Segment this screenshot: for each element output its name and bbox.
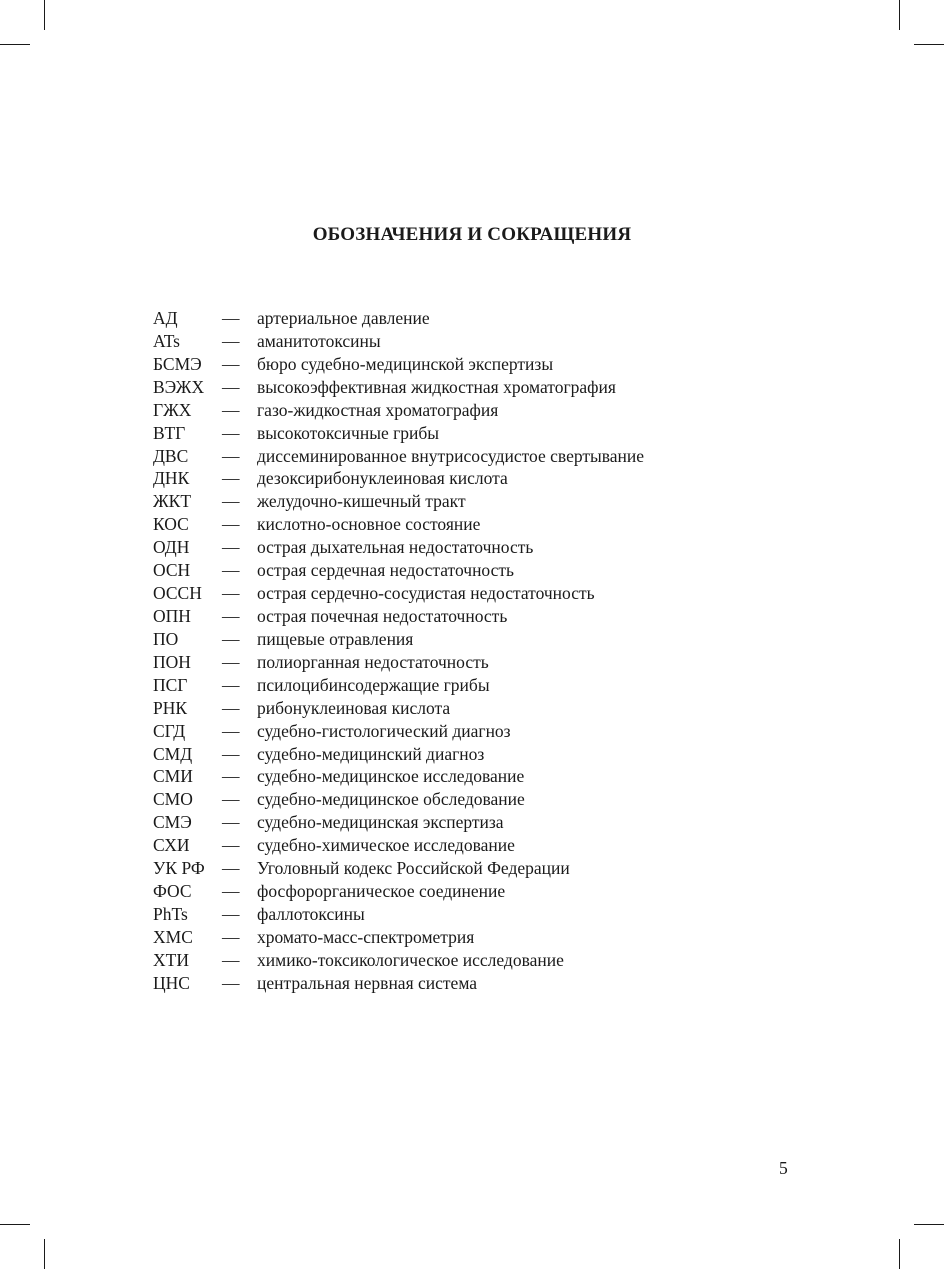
abbreviation-dash: —: [222, 445, 240, 466]
abbreviation-row: [153, 605, 644, 628]
crop-mark-top-left-vertical: [44, 0, 45, 30]
abbreviation-dash: —: [222, 491, 240, 512]
abbreviation-definition: острая сердечная недостаточность: [257, 560, 515, 581]
abbreviation-dash: —: [222, 743, 240, 764]
abbreviation-term: ОПН: [153, 605, 191, 626]
abbreviation-definition: бюро судебно-медицинской экспертизы: [257, 353, 554, 374]
abbreviation-term: ЦНС: [153, 972, 190, 993]
abbreviation-row: [153, 307, 644, 330]
abbreviation-row: [153, 765, 644, 788]
abbreviation-list: [153, 307, 644, 995]
abbreviation-term: БСМЭ: [153, 353, 202, 374]
abbreviation-term: СМО: [153, 789, 193, 810]
abbreviation-row: [153, 467, 644, 490]
abbreviation-definition: судебно-медицинская экспертиза: [257, 812, 504, 833]
abbreviation-term: ЖКТ: [153, 491, 192, 512]
abbreviation-row: [153, 582, 644, 605]
abbreviation-dash: —: [222, 926, 240, 947]
abbreviation-dash: —: [222, 835, 240, 856]
page-number: 5: [779, 1158, 788, 1178]
page-title: ОБОЗНАЧЕНИЯ И СОКРАЩЕНИЯ: [312, 224, 632, 245]
abbreviation-row: [153, 788, 644, 811]
abbreviation-row: [153, 834, 644, 857]
abbreviation-dash: —: [222, 949, 240, 970]
abbreviation-definition: острая сердечно-сосудистая недостаточность: [257, 583, 595, 604]
abbreviation-definition: фаллотоксины: [257, 903, 365, 924]
abbreviation-definition: полиорганная недостаточность: [257, 651, 489, 672]
abbreviation-row: [153, 903, 644, 926]
abbreviation-dash: —: [222, 812, 240, 833]
abbreviation-term: ДНК: [153, 468, 190, 489]
abbreviation-term: ATs: [153, 330, 180, 351]
crop-mark-top-left-horizontal: [0, 44, 30, 45]
abbreviation-row: [153, 399, 644, 422]
abbreviation-definition: центральная нервная система: [257, 972, 478, 993]
abbreviation-definition: аманитотоксины: [257, 330, 381, 351]
abbreviation-term: СМИ: [153, 766, 193, 787]
abbreviation-row: [153, 330, 644, 353]
abbreviation-dash: —: [222, 766, 240, 787]
crop-mark-bottom-right-vertical: [899, 1239, 900, 1269]
abbreviation-definition: Уголовный кодекс Российской Федерации: [257, 858, 570, 879]
abbreviation-dash: —: [222, 399, 240, 420]
abbreviation-term: ПОН: [153, 651, 191, 672]
abbreviation-term: РНК: [153, 697, 188, 718]
abbreviation-row: [153, 949, 644, 972]
abbreviation-row: [153, 926, 644, 949]
abbreviation-definition: пищевые отравления: [257, 628, 414, 649]
abbreviation-term: ОССН: [153, 583, 202, 604]
abbreviation-dash: —: [222, 972, 240, 993]
abbreviation-row: [153, 972, 644, 995]
abbreviation-definition: острая дыхательная недостаточность: [257, 537, 534, 558]
abbreviation-term: СХИ: [153, 835, 190, 856]
abbreviation-term: ФОС: [153, 881, 192, 902]
abbreviation-definition: желудочно-кишечный тракт: [257, 491, 466, 512]
abbreviation-definition: дезоксирибонуклеиновая кислота: [257, 468, 508, 489]
abbreviation-term: PhTs: [153, 903, 188, 924]
abbreviation-row: [153, 536, 644, 559]
abbreviation-definition: судебно-гистологический диагноз: [257, 720, 511, 741]
abbreviation-dash: —: [222, 468, 240, 489]
abbreviation-dash: —: [222, 514, 240, 535]
abbreviation-term: ОДН: [153, 537, 190, 558]
abbreviation-dash: —: [222, 605, 240, 626]
abbreviation-row: [153, 651, 644, 674]
abbreviation-definition: кислотно-основное состояние: [257, 514, 481, 535]
abbreviation-row: [153, 880, 644, 903]
abbreviation-term: СМЭ: [153, 812, 192, 833]
abbreviation-row: [153, 811, 644, 834]
abbreviation-row: [153, 720, 644, 743]
abbreviation-definition: артериальное давление: [257, 308, 430, 328]
abbreviation-term: АД: [153, 308, 178, 328]
abbreviation-term: ПСГ: [153, 674, 188, 695]
abbreviation-row: [153, 353, 644, 376]
abbreviation-definition: судебно-медицинское обследование: [257, 789, 525, 810]
abbreviation-definition: хромато-масс-спектрометрия: [257, 926, 475, 947]
abbreviation-definition: высокоэффективная жидкостная хроматография: [257, 376, 616, 397]
abbreviation-definition: диссеминированное внутрисосудистое свертывание: [257, 445, 645, 466]
crop-mark-bottom-right-horizontal: [914, 1224, 944, 1225]
abbreviation-dash: —: [222, 720, 240, 741]
crop-mark-top-right-vertical: [899, 0, 900, 30]
abbreviation-row: [153, 490, 644, 513]
crop-mark-bottom-left-vertical: [44, 1239, 45, 1269]
abbreviation-dash: —: [222, 858, 240, 879]
abbreviation-term: ХТИ: [153, 949, 189, 970]
abbreviation-dash: —: [222, 697, 240, 718]
crop-mark-top-right-horizontal: [914, 44, 944, 45]
abbreviation-row: [153, 376, 644, 399]
abbreviation-row: [153, 628, 644, 651]
abbreviation-dash: —: [222, 422, 240, 443]
abbreviation-term: КОС: [153, 514, 189, 535]
abbreviation-term: УК РФ: [153, 858, 205, 879]
abbreviation-definition: судебно-химическое исследование: [257, 835, 515, 856]
abbreviation-term: ВЭЖХ: [153, 376, 205, 397]
abbreviation-row: [153, 674, 644, 697]
abbreviation-dash: —: [222, 651, 240, 672]
abbreviation-dash: —: [222, 881, 240, 902]
abbreviation-term: ПО: [153, 628, 179, 649]
abbreviation-row: [153, 857, 644, 880]
abbreviation-definition: судебно-медицинское исследование: [257, 766, 525, 787]
abbreviation-row: [153, 513, 644, 536]
abbreviation-dash: —: [222, 537, 240, 558]
abbreviation-row: [153, 697, 644, 720]
abbreviation-term: ВТГ: [153, 422, 186, 443]
abbreviation-dash: —: [222, 903, 240, 924]
abbreviation-dash: —: [222, 560, 240, 581]
crop-mark-bottom-left-horizontal: [0, 1224, 30, 1225]
abbreviation-dash: —: [222, 353, 240, 374]
abbreviation-term: ГЖХ: [153, 399, 192, 420]
abbreviation-term: ХМС: [153, 926, 193, 947]
abbreviation-definition: фосфорорганическое соединение: [257, 881, 506, 902]
abbreviation-row: [153, 559, 644, 582]
abbreviation-row: [153, 445, 644, 468]
abbreviation-term: СГД: [153, 720, 186, 741]
abbreviation-definition: судебно-медицинский диагноз: [257, 743, 485, 764]
abbreviation-dash: —: [222, 376, 240, 397]
abbreviation-row: [153, 422, 644, 445]
abbreviation-definition: газо-жидкостная хроматография: [257, 399, 499, 420]
abbreviation-definition: высокотоксичные грибы: [257, 422, 440, 443]
abbreviation-dash: —: [222, 583, 240, 604]
abbreviation-definition: химико-токсикологическое исследование: [257, 949, 564, 970]
abbreviation-term: ОСН: [153, 560, 191, 581]
abbreviation-dash: —: [222, 789, 240, 810]
abbreviation-dash: —: [222, 330, 240, 351]
abbreviation-dash: —: [222, 674, 240, 695]
abbreviation-dash: —: [222, 308, 240, 328]
abbreviation-definition: острая почечная недостаточность: [257, 605, 508, 626]
abbreviation-row: [153, 743, 644, 766]
abbreviation-dash: —: [222, 628, 240, 649]
abbreviation-term: СМД: [153, 743, 193, 764]
abbreviation-definition: псилоцибинсодержащие грибы: [257, 674, 490, 695]
abbreviation-definition: рибонуклеиновая кислота: [257, 697, 451, 718]
abbreviation-term: ДВС: [153, 445, 189, 466]
